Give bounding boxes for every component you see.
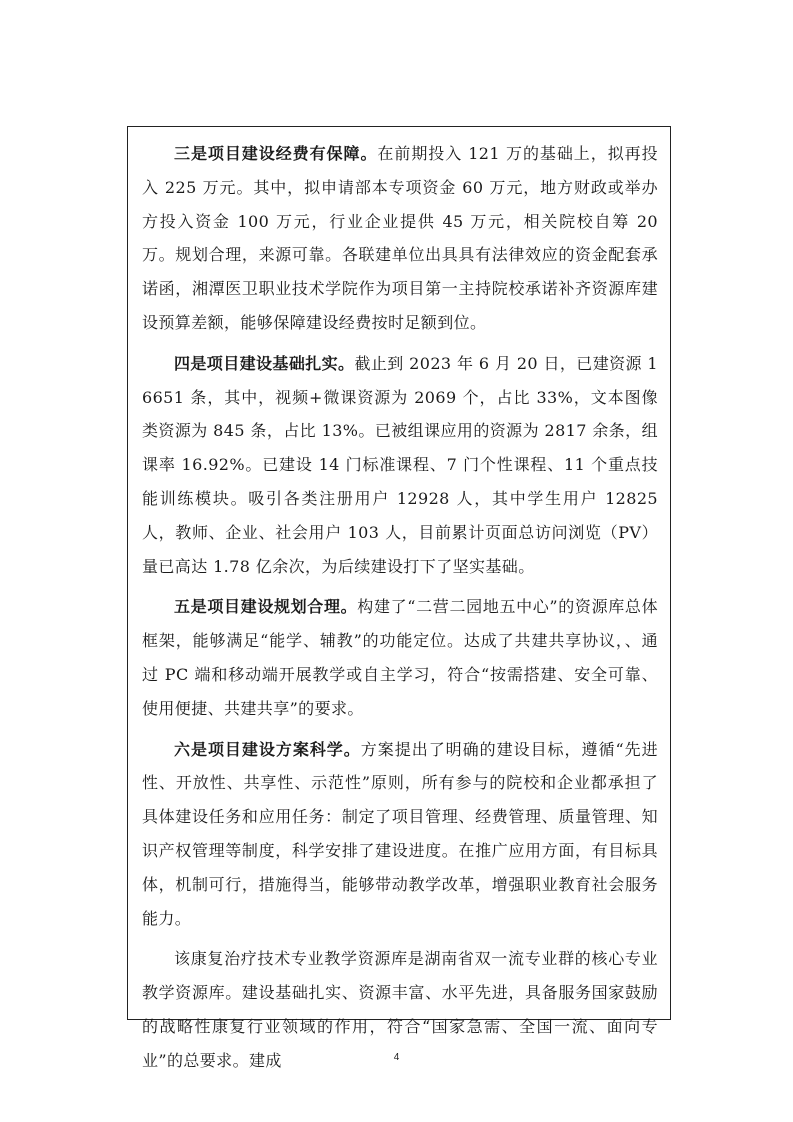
paragraph-lead: 三是项目建设经费有保障。 bbox=[174, 144, 378, 163]
paragraph-scheme bbox=[142, 733, 658, 936]
paragraph-funding bbox=[142, 137, 658, 340]
paragraph-foundation bbox=[142, 347, 658, 584]
paragraph-lead: 六是项目建设方案科学。 bbox=[174, 739, 361, 759]
paragraph-body: 在前期投入 121 万的基础上，拟再投入 225 万元。其中，拟申请部本专项资金 60 万元，地方财政或举办方投入资金 100 万元，行业企业提供 45 万元，相关院校自筹 20 万。规划合理，来源可靠。各联建单位出具具有法律效应的资金配套承诺函，湘潭医卫职业技术学院作为项目第一主持院校承诺补齐资源库建设预算差额，能够保障建设经费按时足额到位。 bbox=[142, 144, 658, 332]
paragraph-planning bbox=[142, 590, 658, 725]
page-number: 4 bbox=[393, 1052, 400, 1063]
paragraph-lead: 五是项目建设规划合理。 bbox=[174, 597, 358, 617]
paragraph-body: 截止到 2023 年 6 月 20 日，已建资源 16651 条，其中，视频+微课资源为 2069 个，占比 33%，文本图像类资源为 845 条，占比 13%。已被组课应用的资源为 2817 余条，组课率 16.92%。已建设 14 门标准课程、7 门个性课程、11 个重点技能训练模块。吸引各类注册用户 12928 人，其中学生用户 12825 人，教师、企业、社会用户 103 人，目前累计页面总访问浏览（PV）量已高达 1.78 亿余次，为后续建设打下了坚实基础。 bbox=[142, 353, 658, 576]
document-frame bbox=[127, 126, 671, 1070]
paragraph-lead: 四是项目建设基础扎实。 bbox=[174, 353, 355, 373]
paragraph-body: 构建了“二营二园地五中心”的资源库总体框架，能够满足“能学、辅教”的功能定位。达成了共建共享协议，、通过 PC 端和移动端开展教学或自主学习，符合“按需搭建、安全可靠、使用便捷、共建共享”的要求。 bbox=[142, 597, 658, 718]
paragraph-body: 方案提出了明确的建设目标，遵循“先进性、开放性、共享性、示范性”原则，所有参与的院校和企业都承担了具体建设任务和应用任务：制定了项目管理、经费管理、质量管理、知识产权管理等制度，科学安排了建设进度。在推广应用方面，有目标具体，机制可行，措施得当，能够带动教学改革，增强职业教育社会服务能力。 bbox=[142, 739, 658, 928]
paragraph-body: 该康复治疗技术专业教学资源库是湖南省双一流专业群的核心专业教学资源库。建设基础扎实、资源丰富、水平先进，具备服务国家鼓励的战略性康复行业领域的作用，符合“国家急需、全国一流、面向专业”的总要求。建成 bbox=[142, 949, 658, 1070]
